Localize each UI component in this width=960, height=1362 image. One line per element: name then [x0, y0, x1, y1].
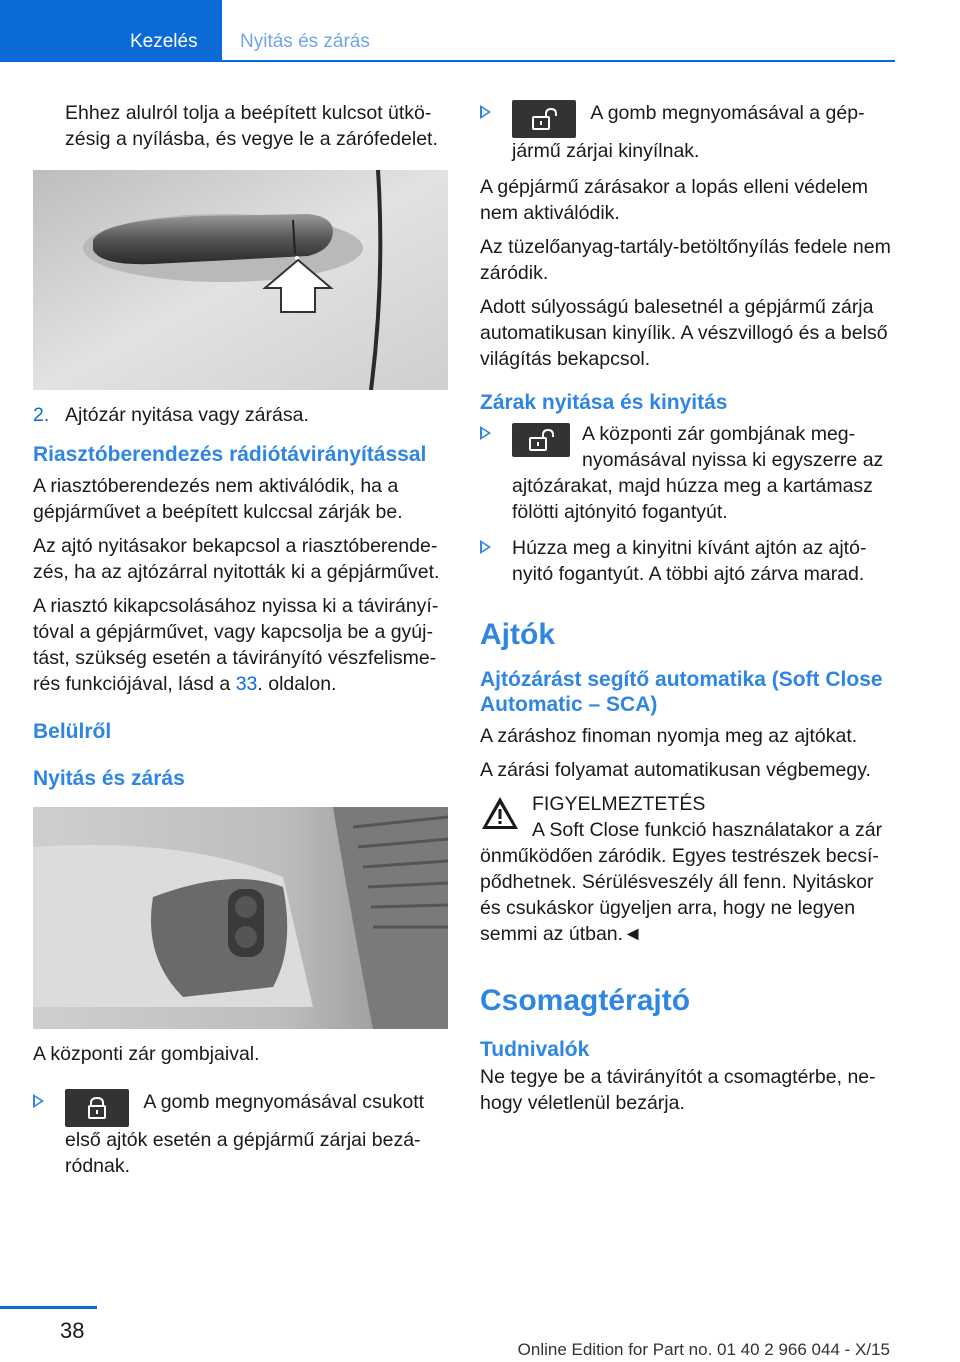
- heading-open-close: Nyitás és zárás: [33, 767, 185, 790]
- alarm-text-3-b: . oldalon.: [257, 673, 337, 695]
- right-text-2: Az tüzelőanyag-tartály-betöltőnyílás fedele nem záródik.: [480, 236, 891, 284]
- page-link-33[interactable]: 33: [235, 673, 258, 695]
- heading-locks: Zárak nyitása és kinyitás: [480, 391, 728, 414]
- step-number: 2.: [33, 404, 50, 426]
- warning-title: FIGYELMEZTETÉS: [532, 793, 706, 815]
- heading-doors: Ajtók: [480, 618, 555, 651]
- bullet-triangle-icon: [480, 426, 491, 440]
- central-unlock-button-icon: [512, 423, 570, 457]
- warning-box: [480, 791, 898, 947]
- heading-trunk: Csomagtérajtó: [480, 984, 691, 1017]
- bullet-central: [480, 421, 898, 525]
- bullet-pull-text: Húzza meg a kinyitni kívánt ajtón az ajtónyitó fogantyút. A többi ajtó zárva marad.: [512, 537, 867, 585]
- header-rule: [0, 60, 895, 62]
- step-2: [33, 402, 448, 428]
- bullet-triangle-icon: [480, 540, 491, 554]
- alarm-text-3-a: A riasztó kikapcsolásához nyissa ki a távirányítóval a gépjárművet, vagy kapcsolja be a gyújtást, szükség esetén a távirányító vészfelismerés funkciójával, lásd a: [33, 595, 439, 695]
- bullet-triangle-icon: [33, 1094, 44, 1108]
- unlock-button-icon: [512, 100, 576, 138]
- intro-text: Ehhez alulról tolja a beépített kulcsot ütközésig a nyílásba, és vegye le a zárófedelet.: [65, 102, 438, 150]
- step-text: Ajtózár nyitása vagy zárása.: [65, 404, 309, 426]
- heading-sca: Ajtózárást segítő automatika (Soft Close Automatic – SCA): [480, 668, 883, 716]
- sca-text-1: A záráshoz finoman nyomja meg az ajtókat.: [480, 725, 858, 747]
- right-column: [480, 100, 898, 1124]
- page-number: 38: [60, 1318, 85, 1343]
- bullet-lock: [33, 1089, 448, 1179]
- heading-inside: Belülről: [33, 720, 112, 743]
- right-text-1: A gépjármű zárásakor a lopás elleni védelem nem aktiválódik.: [480, 176, 869, 224]
- warning-text: önműködően záródik. Egyes testrészek becsípődhetnek. Sérülésveszély áll fenn. Nyitáskor és csukáskor ügyeljen arra, hogy ne legyen semmi az útban.◄: [480, 845, 879, 945]
- footer-edition: Online Edition for Part no. 01 40 2 966 044 - X/15: [517, 1340, 890, 1359]
- info-text: Ne tegye be a távirányítót a csomagtérbe, nehogy véletlenül bezárja.: [480, 1066, 876, 1114]
- bullet-unlock-text: A gomb megnyomásával a gépjármű zárjai kinyílnak.: [512, 102, 865, 162]
- sca-text-2: A zárási folyamat automatikusan végbemegy.: [480, 759, 871, 781]
- image-caption: A központi zár gombjaival.: [33, 1043, 260, 1065]
- heading-info: Tudnivalók: [480, 1038, 590, 1061]
- header-tab-nyitas-es-zaras[interactable]: Nyitás és zárás: [240, 31, 370, 52]
- door-handle-image: [33, 170, 448, 390]
- bullet-lock-text: A gomb megnyomásával csukott első ajtók esetén a gépjármű zárjai bezáródnak.: [65, 1091, 425, 1177]
- bullet-pull: [480, 535, 898, 587]
- left-column: [33, 100, 448, 1189]
- central-lock-buttons-image: [33, 807, 448, 1029]
- warning-line-1: A Soft Close funkció használatakor a zár: [532, 819, 883, 841]
- bullet-unlock: [480, 100, 898, 164]
- bullet-central-text: A központi zár gombjának megnyomásával nyissa ki egyszerre az ajtózárakat, majd húzza meg a kartámasz fölötti ajtónyitó fogantyút.: [512, 423, 884, 523]
- bullet-triangle-icon: [480, 105, 491, 119]
- header-tab-kezeles[interactable]: Kezelés: [130, 31, 198, 52]
- heading-alarm-remote: Riasztóberendezés rádiótávirányítással: [33, 443, 427, 466]
- right-text-3: Adott súlyosságú balesetnél a gépjármű zárja automatikusan kinyílik. A vészvillogó és a belső világítás bekapcsol.: [480, 296, 888, 370]
- alarm-text-3: [33, 593, 448, 697]
- lock-button-icon: [65, 1089, 129, 1127]
- footer-rule: [0, 1306, 97, 1309]
- warning-triangle-icon: [480, 795, 520, 831]
- alarm-text-2: Az ajtó nyitásakor bekapcsol a riasztóberendezés, ha az ajtózárral nyitották ki a gépjárművet.: [33, 535, 440, 583]
- alarm-text-1: A riasztóberendezés nem aktiválódik, ha a gépjárművet a beépített kulccsal zárják be.: [33, 475, 403, 523]
